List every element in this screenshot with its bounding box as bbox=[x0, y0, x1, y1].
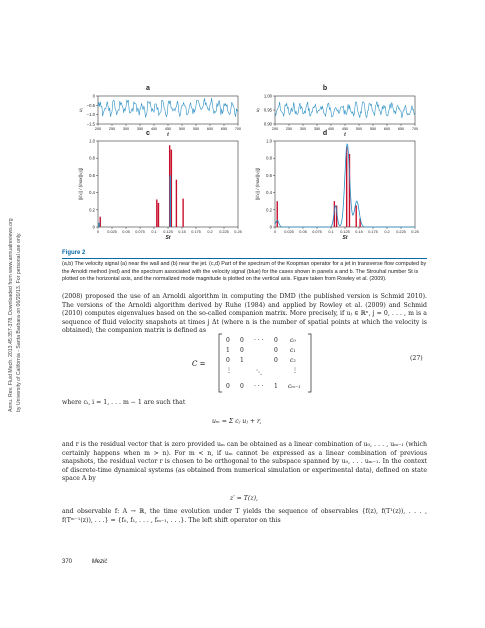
svg-text:0: 0 bbox=[274, 347, 278, 354]
where-line: where cᵢ, i = 1, . . . m − 1 are such that bbox=[62, 399, 186, 406]
ytick-label-d: 0.4 bbox=[266, 190, 272, 196]
ytick-label-d: 0.2 bbox=[266, 207, 272, 213]
xtick-label-b: 500 bbox=[355, 127, 363, 131]
ytick-label-c: 0.2 bbox=[89, 207, 95, 213]
xtick-label-a: 250 bbox=[108, 127, 116, 131]
ytick-label-c: 0 bbox=[92, 224, 95, 230]
xtick-label-b: 400 bbox=[327, 127, 335, 131]
svg-text:cₘ₋₁: cₘ₋₁ bbox=[288, 383, 301, 390]
xtick-label-b: 650 bbox=[397, 127, 405, 131]
signal-line-a bbox=[98, 98, 238, 117]
xtick-label-c: 0.025 bbox=[107, 230, 117, 234]
xtick-label-b: 250 bbox=[285, 127, 293, 131]
xtick-label-c: 0.175 bbox=[191, 230, 201, 234]
xlabel-b: t bbox=[344, 132, 346, 138]
xtick-label-c: 0.2 bbox=[207, 230, 213, 234]
svg-text:c₀: c₀ bbox=[290, 337, 296, 344]
ytick-label-d: 0.8 bbox=[266, 155, 272, 161]
svg-text:0: 0 bbox=[226, 337, 230, 344]
ytick-label-a: −0.5 bbox=[86, 102, 95, 108]
xtick-label-b: 550 bbox=[369, 127, 377, 131]
xtick-label-a: 450 bbox=[164, 127, 172, 131]
xtick-label-a: 200 bbox=[94, 127, 102, 131]
axes-frame-d bbox=[275, 141, 415, 227]
svg-text:1: 1 bbox=[274, 383, 278, 390]
svg-text:0: 0 bbox=[240, 347, 244, 354]
xlabel-c: St bbox=[165, 235, 171, 241]
ytick-label-b: 0.95 bbox=[263, 107, 272, 113]
xtick-label-b: 450 bbox=[341, 127, 349, 131]
xtick-label-c: 0.125 bbox=[163, 230, 173, 234]
xtick-label-a: 350 bbox=[136, 127, 144, 131]
equation-z: z′ = T(z), bbox=[230, 495, 258, 502]
xtick-label-d: 0 bbox=[273, 230, 277, 234]
caption-text: (a,b) The velocity signal (a) near the wall and (b) near the jet. (c,d) Part of the spectrum of the Koopman operator for a jet in transverse flow computed by the Arnoldi method (red) and the spectrum associated with the velocity signal (blue) for the cases shown in panels a and b. The Strouhal number St is plotted on the horizontal axis, and the normalized mode magnitude is plotted on the vertical axis. Figure taken from Rowley et al. (2009). bbox=[62, 261, 427, 283]
xtick-label-c: 0.05 bbox=[122, 230, 130, 234]
xtick-label-d: 0.1 bbox=[328, 230, 334, 234]
xtick-label-a: 650 bbox=[220, 127, 228, 131]
xtick-label-b: 300 bbox=[299, 127, 307, 131]
companion-matrix bbox=[190, 330, 360, 396]
page-footer bbox=[62, 559, 125, 565]
ylabel-a: u₁ bbox=[78, 107, 83, 113]
ylabel-b: u₂ bbox=[255, 107, 260, 113]
figure-label: Figure 2 bbox=[62, 250, 86, 256]
page-number: 370 bbox=[62, 559, 73, 565]
download-notice-line2: by University of California - Santa Barbara on 06/20/13. For personal use only. bbox=[16, 232, 22, 412]
xtick-label-a: 500 bbox=[178, 127, 186, 131]
svg-text:0: 0 bbox=[226, 357, 230, 364]
ytick-label-b: 0.90 bbox=[263, 121, 272, 127]
ytick-label-d: 1.0 bbox=[266, 138, 272, 144]
svg-text:0: 0 bbox=[274, 357, 278, 364]
xtick-label-a: 550 bbox=[192, 127, 200, 131]
ytick-label-a: −1.0 bbox=[86, 112, 95, 118]
xtick-label-c: 0.075 bbox=[135, 230, 145, 234]
xtick-label-c: 0.1 bbox=[151, 230, 157, 234]
svg-text:1: 1 bbox=[226, 347, 230, 354]
paragraph-2: and r is the residual vector that is zero provided uₘ can be obtained as a linear combination of u₀, . . . , uₘ₋₁ (which certainly happens when m > n). For m < n, if uₘ cannot be expressed as a linear combination of previous snapshots, the residual vector r is chosen to be orthogonal to the subspace spanned by u₀, . . . uₘ₋₁. In the context of discrete-time dynamical systems (as obtained from numerical simulation or experimental data), defined on state space A by bbox=[62, 441, 427, 483]
svg-text:0: 0 bbox=[240, 337, 244, 344]
ytick-label-c: 1.0 bbox=[89, 138, 95, 144]
xtick-label-b: 350 bbox=[313, 127, 321, 131]
ytick-label-b: 1.00 bbox=[263, 93, 272, 99]
paragraph-3: and observable f: A → ℝ, the time evolution under T yields the sequence of observables {f(z), f(T¹(z)), . . . , f(Tᵐ⁻¹(z)), . . .} = {f₀, f₁, . . . , fₘ₋₁, . . .}. The left shift operator on this bbox=[62, 508, 427, 524]
xtick-label-c: 0.25 bbox=[234, 230, 242, 234]
xlabel-a: t bbox=[167, 132, 169, 138]
svg-text:0: 0 bbox=[274, 337, 278, 344]
paragraph-1: (2008) proposed the use of an Arnoldi algorithm in computing the DMD (the published version is Schmid 2010). The versions of the Arnoldi algorithm derived by Ruhe (1984) and applied by Rowley et al. (2009) and Schmid (2010) computes eigenvalues based on the so-called companion matrix. More precisely, if uⱼ ∈ ℝⁿ, j = 0, . . . , m is a sequence of fluid velocity snapshots at times j Δt (where n is the number of spatial points at which the velocity is obtained), the companion matrix is defined as bbox=[62, 293, 427, 335]
signal-line-b bbox=[275, 101, 415, 118]
ylabel-d: ||v̂ₖ|| / (max||vⱼ||) bbox=[255, 167, 260, 201]
ytick-label-c: 0.6 bbox=[89, 172, 95, 178]
xtick-label-c: 0.15 bbox=[178, 230, 186, 234]
xtick-label-a: 600 bbox=[206, 127, 214, 131]
svg-text:· · ·: · · · bbox=[254, 383, 264, 390]
svg-text:⋱: ⋱ bbox=[256, 369, 262, 376]
ytick-label-a: 0 bbox=[92, 93, 95, 99]
xtick-label-b: 600 bbox=[383, 127, 391, 131]
svg-text:0: 0 bbox=[240, 383, 244, 390]
svg-text:· · ·: · · · bbox=[254, 337, 264, 344]
xtick-label-d: 0.075 bbox=[312, 230, 322, 234]
xtick-label-d: 0.225 bbox=[396, 230, 406, 234]
ylabel-c: ||v̂ₖ|| / (max||vⱼ||) bbox=[78, 167, 83, 201]
axes-frame-c bbox=[98, 141, 238, 227]
figure-2 bbox=[0, 0, 485, 250]
panel-label-a: a bbox=[146, 85, 150, 92]
xlabel-d: St bbox=[342, 235, 348, 241]
panel-label-c: c bbox=[146, 130, 150, 137]
spectrum-curve-d bbox=[275, 144, 415, 227]
xtick-label-d: 0.2 bbox=[384, 230, 390, 234]
ytick-label-d: 0.6 bbox=[266, 172, 272, 178]
svg-text:c₂: c₂ bbox=[290, 357, 296, 364]
svg-text:⋮: ⋮ bbox=[292, 367, 298, 374]
xtick-label-b: 700 bbox=[411, 127, 419, 131]
xtick-label-d: 0.05 bbox=[299, 230, 307, 234]
ytick-label-a: −1.5 bbox=[86, 121, 95, 127]
xtick-label-a: 300 bbox=[122, 127, 130, 131]
xtick-label-d: 0.25 bbox=[411, 230, 419, 234]
ytick-label-c: 0.4 bbox=[89, 190, 95, 196]
eq27-lhs: C = bbox=[192, 360, 206, 368]
xtick-label-c: 0 bbox=[96, 230, 100, 234]
xtick-label-d: 0.175 bbox=[368, 230, 378, 234]
svg-text:⋮: ⋮ bbox=[226, 367, 232, 374]
svg-text:0: 0 bbox=[226, 383, 230, 390]
svg-text:c₁: c₁ bbox=[290, 347, 296, 354]
equation-um: uₘ = Σ cⱼ uⱼ + r, bbox=[212, 418, 262, 425]
svg-text:1: 1 bbox=[240, 357, 244, 364]
download-notice-line1: Annu. Rev. Fluid Mech. 2013.45:357-378. Downloaded from www.annualreviews.org bbox=[8, 218, 14, 412]
ytick-label-c: 0.8 bbox=[89, 155, 95, 161]
equation-number-27: (27) bbox=[410, 355, 423, 362]
xtick-label-a: 700 bbox=[234, 127, 242, 131]
xtick-label-d: 0.025 bbox=[284, 230, 294, 234]
running-author: Mezić bbox=[91, 559, 108, 565]
ytick-label-d: 0 bbox=[269, 224, 272, 230]
xtick-label-b: 200 bbox=[271, 127, 279, 131]
xtick-label-d: 0.125 bbox=[340, 230, 350, 234]
xtick-label-c: 0.225 bbox=[219, 230, 229, 234]
panel-label-d: d bbox=[322, 130, 328, 137]
caption-rule bbox=[62, 258, 427, 259]
xtick-label-d: 0.15 bbox=[355, 230, 363, 234]
panel-label-b: b bbox=[322, 85, 328, 92]
xtick-label-a: 400 bbox=[150, 127, 158, 131]
figure-caption bbox=[62, 250, 427, 284]
